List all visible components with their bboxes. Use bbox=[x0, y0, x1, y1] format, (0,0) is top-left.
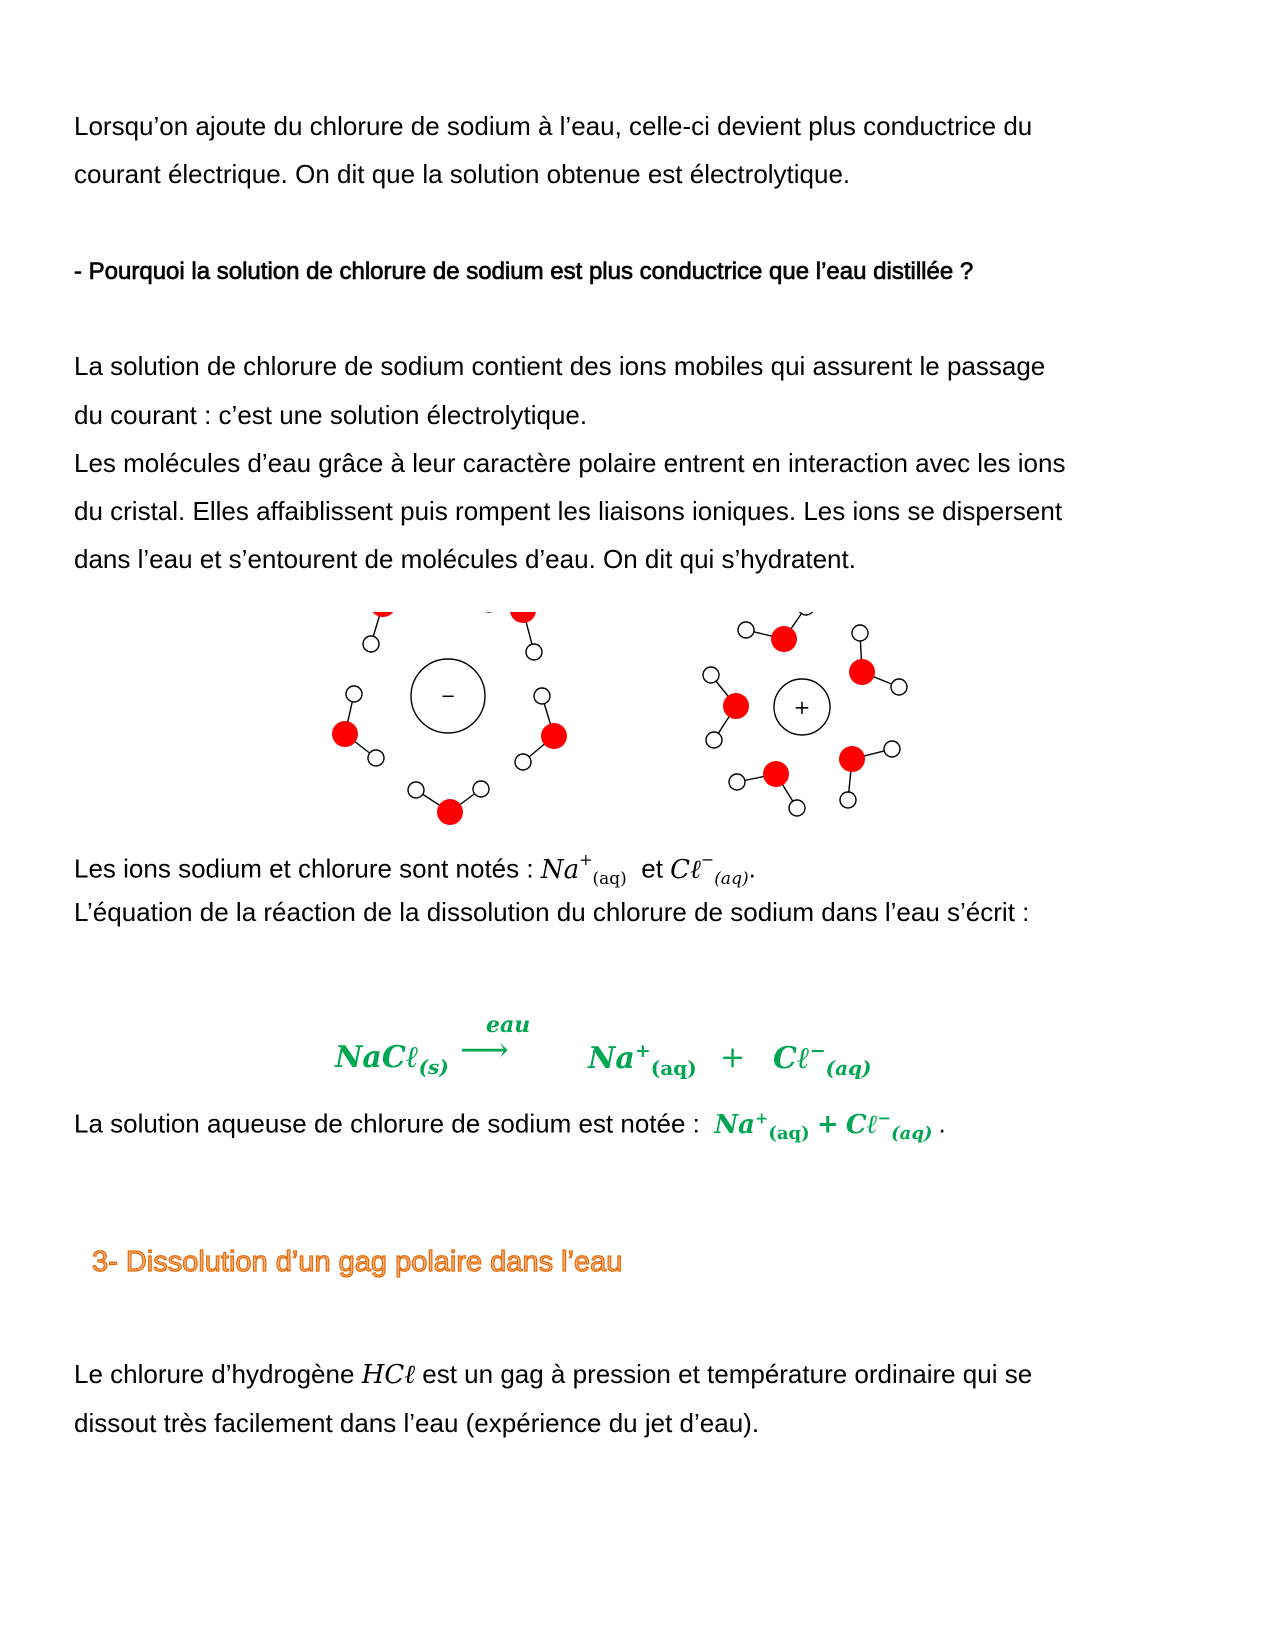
aqueous-chloride-symbol: Cℓ−$_{(aq)}$ bbox=[845, 1108, 933, 1144]
aqueous-text: La solution aqueuse de chlorure de sodium est notée : bbox=[74, 1108, 700, 1139]
paragraph-line: dissout très facilement dans l’eau (expérience du jet d’eau). bbox=[74, 1408, 760, 1438]
paragraph-line: Lorsqu’on ajoute du chlorure de sodium à l’eau, celle-ci devient plus conductrice du bbox=[74, 111, 1033, 141]
paragraph-line: courant électrique. On dit que la solution obtenue est électrolytique. bbox=[74, 159, 851, 189]
period: . bbox=[939, 1116, 945, 1137]
dissolution-equation bbox=[0, 1012, 1275, 1090]
equation-product-sodium: $Na^+_{(aq)}$ bbox=[588, 1040, 697, 1080]
paragraph-line: du cristal. Elles affaiblissent puis rompent les liaisons ioniques. Les ions se dispersent bbox=[74, 496, 1063, 526]
hcl-symbol: HCℓ bbox=[361, 1360, 416, 1390]
sodium-ion-symbol: $Na^+_{(aq)}$ bbox=[540, 850, 627, 889]
hcl-text-after: est un gag à pression et température ordinaire qui se bbox=[415, 1359, 1033, 1389]
reaction-arrow: ⟶ bbox=[460, 1030, 509, 1070]
equation-product-chloride: Cℓ−$_{(aq)}$ bbox=[773, 1040, 872, 1080]
period: . bbox=[748, 853, 756, 884]
aqueous-notation-line bbox=[74, 1093, 945, 1159]
chloride-ion-symbol: Cℓ−$_{(aq)}$ bbox=[670, 850, 749, 889]
hcl-text-before: Le chlorure d’hydrogène bbox=[74, 1359, 362, 1389]
arrow-label: eau bbox=[486, 1012, 531, 1038]
paragraph-line: dans l’eau et s’entourent de molécules d’eau. On dit qui s’hydratent. bbox=[74, 544, 856, 574]
equation-plus: + bbox=[720, 1040, 746, 1075]
section-heading: 3- Dissolution d’un gag polaire dans l’eau bbox=[92, 1246, 623, 1278]
aqueous-plus: + bbox=[816, 1109, 839, 1140]
paragraph-line: Les molécules d’eau grâce à leur caractère polaire entrent en interaction avec les ions bbox=[74, 448, 1066, 478]
aqueous-sodium-symbol: $Na^+_{(aq)}$ bbox=[714, 1108, 810, 1144]
hydration-diagram bbox=[330, 612, 920, 832]
paragraph-line: La solution de chlorure de sodium contient des ions mobiles qui assurent le passage bbox=[74, 351, 1046, 381]
equation-reactant: NaCℓ$_{(s)}$ bbox=[335, 1040, 449, 1079]
cation-sign: + bbox=[793, 695, 811, 719]
question-heading: - Pourquoi la solution de chlorure de sodium est plus conductrice que l’eau distillée ? bbox=[74, 258, 974, 285]
and-word: et bbox=[641, 853, 663, 884]
paragraph-line: du courant : c’est une solution électrolytique. bbox=[74, 400, 588, 430]
ions-text: Les ions sodium et chlorure sont notés : bbox=[74, 853, 541, 884]
anion-sign: − bbox=[440, 686, 456, 707]
equation-intro: L’équation de la réaction de la dissolution du chlorure de sodium dans l’eau s’écrit : bbox=[74, 897, 1030, 927]
paragraph-line bbox=[74, 1349, 1032, 1400]
